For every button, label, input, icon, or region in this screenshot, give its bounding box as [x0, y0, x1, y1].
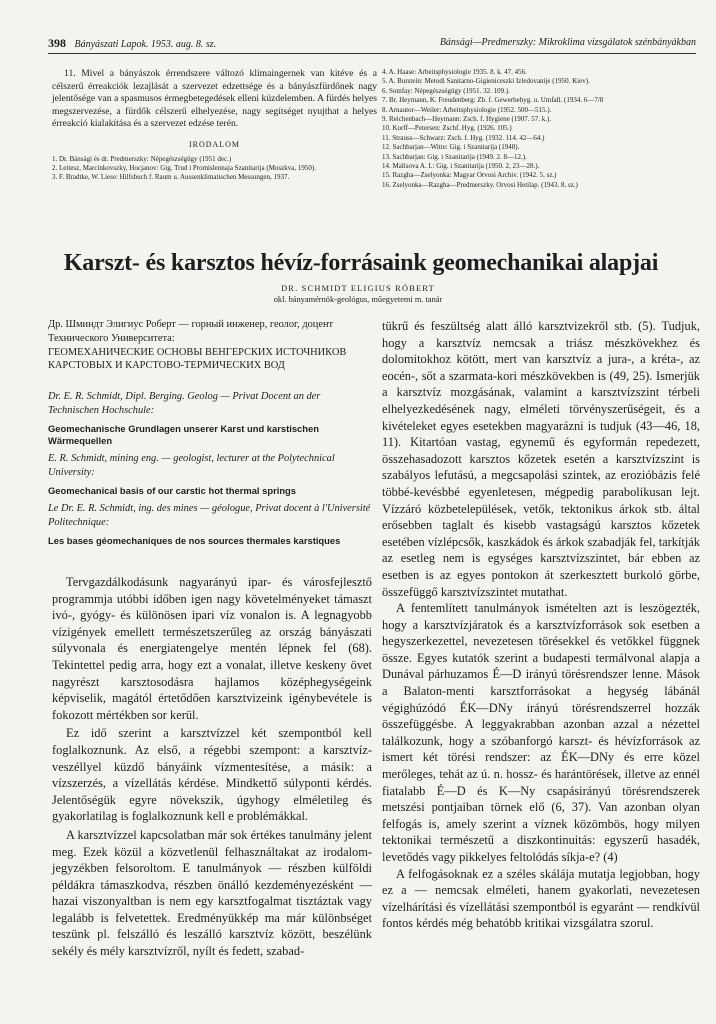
body-paragraph: Ez idő szerint a karsztvízzel két szempontból kell foglalkoznunk. Az első, a régebbi szempont: a karsztvíz-veszéllyel küzdő bányáink vízmentesítése, a másik: a vízszerzés, a vízellátás kérdése. Mindkettő súlyponti kérdés. Jelentőségük egyre növekszik, úgyhogy elméletileg és gyakorlatilag is foglalkoznunk kell e problémákkal.: [52, 726, 372, 824]
abstract-title-line: Geomechanical basis of our carstic hot thermal springs: [48, 484, 296, 496]
page-number: 398: [48, 36, 66, 50]
abstract-russian: [48, 318, 373, 373]
abstract-title-line: ГЕОМЕХАНИЧЕСКИЕ ОСНОВЫ ВЕНГЕРСКИХ ИСТОЧНИКОВ КАРСТОВЫХ И КАРСТОВО-ТЕРМИЧЕСКИХ ВОД: [48, 346, 347, 372]
reference-item: 11. Strauss—Schwarz: Zsch. f. Hyg. (1932. 114. 42—64.): [382, 133, 545, 142]
body-paragraph: Tervgazdálkodásunk nagyarányú ipar- és városfejlesztő programmja utóbbi időben igen nagy követelményeket támaszt ivó-, gyógy- és különösen ipari víz vonalon is. A legnagyobb vízigények emellett természetszerűleg az ország bányászati súlyvonala és energiatengelye mentén lépnek fel (68). Tekintettel pedig arra, hogy ezt a vonalat, illetve keskeny övet nagyrészt karsztosodásra hajlamos középhegységeink képviselik, magától értetődően karsztvizeink igénybevétele is fokozott mértékben sor kerül.: [52, 575, 372, 722]
journal-citation: Bányászati Lapok. 1953. aug. 8. sz.: [74, 39, 217, 50]
article-author: DR. SCHMIDT ELIGIUS RÓBERT: [281, 284, 435, 293]
body-paragraph: A karsztvízzel kapcsolatban már sok értékes tanulmány jelent meg. Ezek közül a közvetlenül felhasználtakat az irodalom-jegyzékben felsoroltom. E tanulmányok — részben külföldi példákra támaszkodva, részben önálló kezdeményezésként — hazai viszonyaltban is nem egy karsztfogalmat tisztáztak vagy legalább is felvetettek. Eredményükkép ma már különbséget teszünk pl. felszálló és leszálló karsztvíz között, beszélünk sekély és mély karsztvízről, nyílt és fedett, szabad-: [52, 827, 372, 959]
body-paragraph: A felfogásoknak ez a széles skálája mutatja legjobban, hogy ez a — nemcsak elméleti, hanem gyakorlati, nevezetesen vízelhárítási és vízellátási szempontból is egyaránt — rendkívül fontos kérdés még behatóbb kritikai vizsgálatra szorul.: [382, 866, 700, 931]
reference-item: 15. Razgha—Zselyonka: Magyar Orvosi Archiv. (1942. 5. sz.): [382, 171, 557, 180]
abstract-french: [48, 502, 373, 547]
article-title: Karszt- és karsztos hévíz-forrásaink geomechanikai alapjai: [63, 250, 659, 276]
body-paragraph: tükrű és feszültség alatt álló karsztvizekről stb. (5). Tudjuk, hogy a karsztvíz nemcsak a triász mészkövekhez és dolomitokhoz kötött, mert van karsztvíz a jura-, a kréta-, az eocén-, sőt a szarmata-kori mészkövekben is (49, 25). Ismerjük a karsztvíz mozgásának, valamint a karsztvízszint térbeli elhelyezkedésének nagy, elméleti törvényszerűségeit, és a kivételeket egyes esetekben magyarázni is tudjuk (43—46, 18, 11). Kitartóan vastag, egynemű és egyformán repedezett, összehasadozott karsztos kőzetek esetén a karsztvízszint is szabályos lefutású, a megcsapolási szintek, az erozióbázis felé többé-kevésbbé egyenletesen, mégpedig parabolikusan lejt. Vízzáró közbetelepülések, vetők, tektonikus árkok stb. által erősebben taglalt és kisebb vastagságú karsztos kőzetek esetében vízlépcsők, kaszkádok és árkok szabadják fel, tarkítják az esetleg nem is egységes karsztvízszintet, bár ebben az esetben is az egyes pontokon át szerkesztett burkoló görbe, összefüggő karsztvízszintet mutathat.: [382, 319, 700, 599]
previous-article-end: [52, 68, 377, 183]
abstract-german: [48, 390, 373, 448]
body-column-right: [382, 318, 700, 932]
body-column-left: [52, 574, 372, 960]
abstract-title-line: Geomechanische Grundlagen unserer Karst und karstischen Wärmequellen: [48, 422, 319, 447]
abstract-author-line: Le Dr. E. R. Schmidt, ing. des mines — géologue, Privat docent à l'Université Politechnique:: [48, 503, 371, 528]
reference-item: 2. Leitesz, Marcinkovszky, Hocjanov: Gig. Trud i Promislennaja Szanitarija (Moszkva, 1950).: [52, 163, 316, 172]
reference-list-continued: [382, 68, 696, 190]
reference-item: 7. Br. Heymann, K. Freudenberg: Zb. f. Gewerbehyg. u. Umfall. (1934. 6—7/8: [382, 96, 604, 105]
reference-item: 14. Malisova A. I.: Gig. i Szanitarija (1950. 2, 23—28.).: [382, 162, 540, 171]
reference-item: 3. F. Bradtke, W. Liese: Hilfsbuch f. Raum u. Aussenklimatischen Messungen, 1937.: [52, 173, 290, 182]
reference-item: 16. Zselyonka—Razgha—Predmerszky. Orvosi Hetilap. (1943. 8. sz.): [382, 180, 578, 189]
reference-item: 6. Somfay: Népegészségügy (1951. 32. 109.).: [382, 86, 510, 95]
abstract-author-line: E. R. Schmidt, mining eng. — geologist, lecturer at the Polytechnical University:: [48, 453, 335, 478]
reference-item: 9. Reichenbach—Heymann: Zsch. f. Hygiene (1907. 57. k.).: [382, 115, 552, 124]
abstract-author-line: Др. Шминдт Элигиус Роберт — горный инженер, геолог, доцент Технического Университета:: [48, 319, 334, 344]
running-title: Bánsági—Predmerszky: Mikroklima vizsgálatok szénbányákban: [439, 37, 696, 48]
reference-item: 5. A. Burstein: Metodi Sanitarno-Gigieniceszki Izledovanije (1950. Kiev).: [382, 77, 590, 86]
reference-item: 1. Dr. Bánsági és dr. Predmerszky: Népegészségügy (1951 dec.): [52, 154, 232, 163]
abstract-author-line: Dr. E. R. Schmidt, Dipl. Berging. Geolog — Privat Docent an der Technischen Hochschule:: [48, 391, 321, 416]
reference-item: 13. Sachbarjan: Gig. i Szanitarija (1949. 2. 8—12.).: [382, 152, 527, 161]
header-rule: [48, 53, 696, 54]
reference-item: 4. A. Haase: Arbeitsphysiologie 1935. 8. k. 47. 456.: [382, 68, 527, 76]
body-paragraph: A fentemlített tanulmányok ismételten azt is leszögezték, hogy a karsztvízjáratok és a karsztvízforrások sok esetben a hegyszerkezettel, nevezetesen törésekkel és vetőkkel függnek össze. Egyes kutatók szerint a budapesti termálvonal alapja a Dunával párhuzamos É—D irányú törésrendszer lenne. Mások a Balaton-menti karsztforrásokat a hegység lábánál végighúzódó ÉK—DNy irányú törésrendszerrel hozzák összefüggésbe. A leggyakrabban azonban azzal a nézettel találkozunk, hogy a szóbanforgó karszt- és hévízforrások az ismert két törési rendszer: az ÉK—DNy és erre közel merőleges, tehát az ú. n. hossz- és harántörések, illetve az ennél fiatalabb É—D és K—Ny csapásirányú törésrendszerek metszési pontjaiban törnek elő (6, 37). Van azonban olyan felfogás is, amely szerint a víznek közömbös, hogy milyen tektonikai természetű a diszkontinuitás: egyszerű hasadék, levetődés vagy pikkelyes feltolódás síkja-e? (4): [382, 601, 700, 864]
reference-item: 8. Arnautor—Weiler: Arbeitsphysiologie (1952. 500—515.).: [382, 105, 552, 114]
reference-item: 10. Korff—Petersen: Zschf. Hyg. (1926. 105.): [382, 124, 512, 133]
irodalom-heading: IRODALOM: [188, 139, 241, 149]
conclusion-paragraph: 11. Mivel a bányászok érrendszere változó klimaingernek van kitéve és a célszerű érreakciók lezajlását a szervezet edzettsége és a bányászfürdőnek nagy jelentősége van a spasmusos érmegbetegedések elleni küzdelemben. A fürdés helyes megszervezése, a fürdők célszerű elhelyezése, nagy segítséget nyujthat a helyes érreakció kialakítása és a szervezet edzése terén.: [52, 68, 377, 130]
abstract-english: [48, 452, 373, 497]
page-header: [48, 36, 696, 52]
reference-item: 12. Sachbarjan—Witte: Gig. i Szanitarija (1948).: [382, 143, 520, 152]
author-affiliation: okl. bányamérnök-geológus, műegyetemi m. tanár: [273, 295, 443, 304]
abstract-title-line: Les bases géomechaniques de nos sources thermales karstiques: [48, 534, 341, 546]
